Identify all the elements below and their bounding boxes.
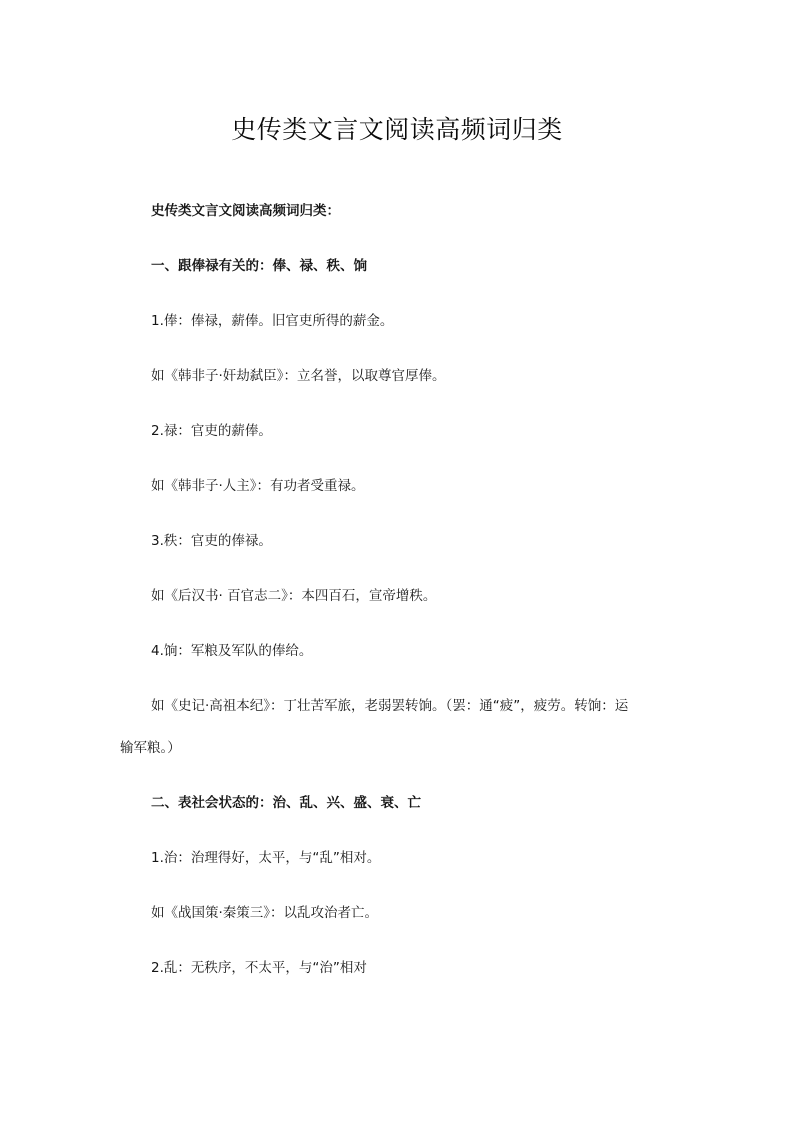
- intro-line: 史传类文言文阅读高频词归类：: [151, 203, 340, 219]
- section1-item-3: 3.秩：官吏的俸禄。: [151, 533, 272, 549]
- section2-item-1: 1.治：治理得好，太平，与“乱”相对。: [151, 850, 381, 866]
- section1-example-1: 如《韩非子·奸劫弑臣》：立名誉，以取尊官厚俸。: [151, 368, 446, 384]
- section1-example-4-part1: 如《史记·高祖本纪》：丁壮苦军旅，老弱罢转饷。（罢：通“疲”，疲劳。转饷：运: [151, 698, 629, 714]
- section2-item-2: 2.乱：无秩序，不太平，与“治”相对: [151, 960, 367, 976]
- document-title: 史传类文言文阅读高频词归类: [231, 115, 563, 144]
- section2-heading: 二、表社会状态的：治、乱、兴、盛、衰、亡: [151, 795, 421, 811]
- section1-example-3: 如《后汉书· 百官志二》：本四百石，宣帝增秩。: [151, 588, 437, 604]
- section1-example-2: 如《韩非子·人主》：有功者受重禄。: [151, 478, 365, 494]
- section1-example-4-part2: 输军粮。）: [120, 740, 181, 756]
- section1-item-1: 1.俸：俸禄，薪俸。旧官吏所得的薪金。: [151, 313, 394, 329]
- section2-example-1: 如《战国策·秦策三》：以乱攻治者亡。: [151, 905, 379, 921]
- section1-item-2: 2.禄：官吏的薪俸。: [151, 423, 272, 439]
- section1-heading: 一、跟俸禄有关的：俸、禄、秩、饷: [151, 258, 367, 274]
- section1-item-4: 4.饷：军粮及军队的俸给。: [151, 643, 313, 659]
